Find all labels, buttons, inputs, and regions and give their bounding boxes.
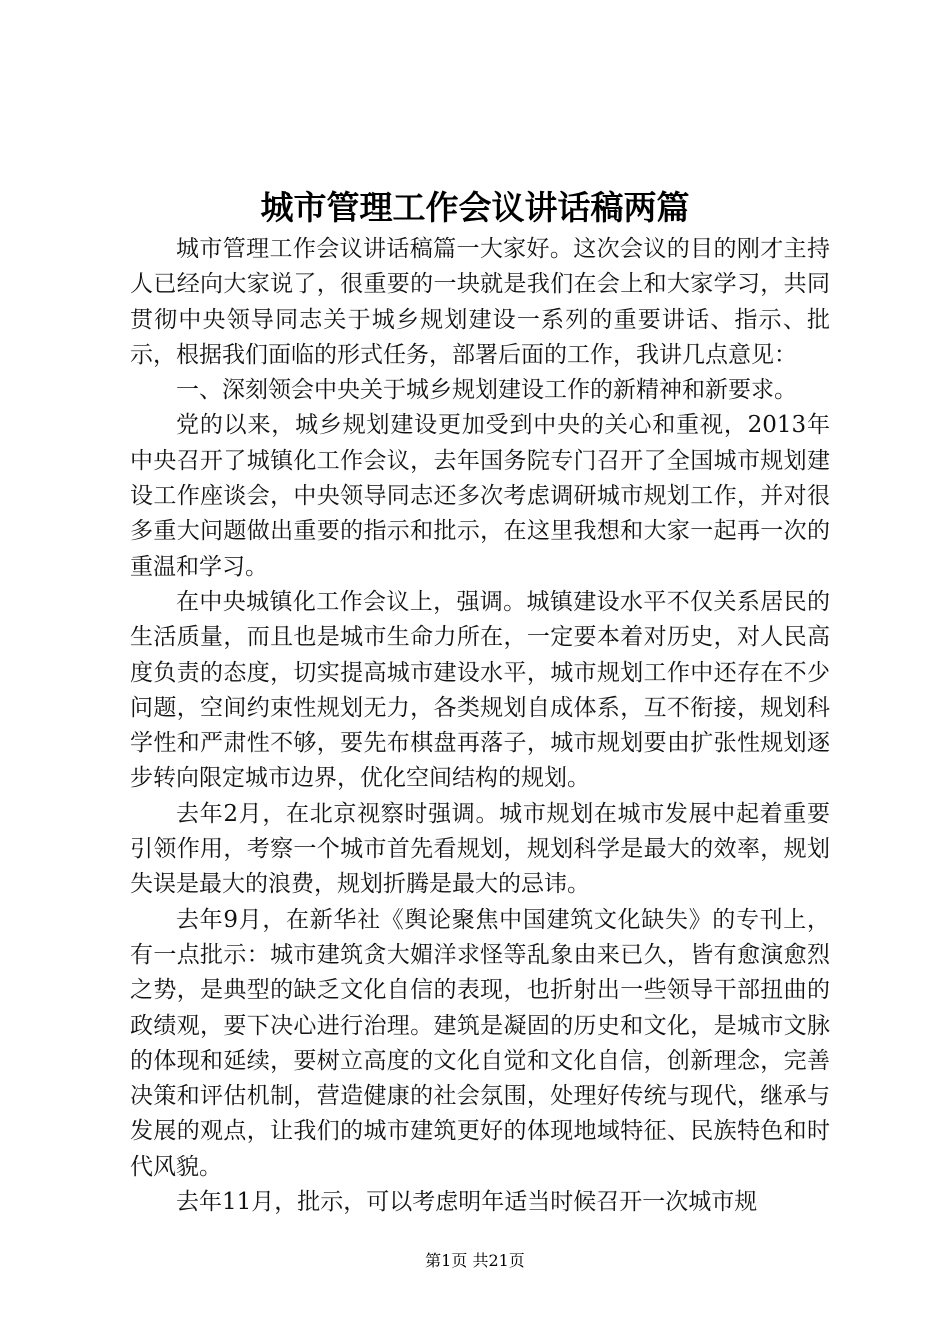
paragraph: 去年2月，在北京视察时强调。城市规划在城市发展中起着重要引领作用，考察一个城市首先看规划，规划科学是最大的效率，规划失误是最大的浪费，规划折腾是最大的忌讳。 bbox=[130, 800, 830, 898]
document-body bbox=[130, 232, 830, 1220]
paragraph: 一、深刻领会中央关于城乡规划建设工作的新精神和新要求。 bbox=[176, 377, 797, 404]
paragraph: 党的以来，城乡规划建设更加受到中央的关心和重视，2013年中央召开了城镇化工作会议，去年国务院专门召开了全国城市规划建设工作座谈会，中央领导同志还多次考虑调研城市规划工作，并对很多重大问题做出重要的指示和批示，在这里我想和大家一起再一次的重温和学习。 bbox=[130, 412, 830, 580]
paragraph: 在中央城镇化工作会议上，强调。城镇建设水平不仅关系居民的生活质量，而且也是城市生命力所在，一定要本着对历史，对人民高度负责的态度，切实提高城市建设水平，城市规划工作中还存在不少问题，空间约束性规划无力，各类规划自成体系，互不衔接，规划科学性和严肃性不够，要先布棋盘再落子，城市规划要由扩张性规划逐步转向限定城市边界，优化空间结构的规划。 bbox=[130, 588, 830, 792]
paragraph: 城市管理工作会议讲话稿篇一大家好。这次会议的目的刚才主持人已经向大家说了，很重要的一块就是我们在会上和大家学习，共同贯彻中央领导同志关于城乡规划建设一系列的重要讲话、指示、批示，根据我们面临的形式任务，部署后面的工作，我讲几点意见： bbox=[130, 236, 830, 368]
paragraph: 去年11月，批示，可以考虑明年适当时候召开一次城市规 bbox=[176, 1189, 758, 1216]
paragraph: 去年9月，在新华社《舆论聚焦中国建筑文化缺失》的专刊上，有一点批示：城市建筑贪大媚洋求怪等乱象由来已久，皆有愈演愈烈之势，是典型的缺乏文化自信的表现，也折射出一些领导干部扭曲的政绩观，要下决心进行治理。建筑是凝固的历史和文化，是城市文脉的体现和延续，要树立高度的文化自觉和文化自信，创新理念，完善决策和评估机制，营造健康的社会氛围，处理好传统与现代，继承与发展的观点，让我们的城市建筑更好的体现地域特征、民族特色和时代风貌。 bbox=[130, 906, 830, 1180]
document-title: 城市管理工作会议讲话稿两篇 bbox=[260, 188, 690, 227]
page-number-footer: 第1页 共21页 bbox=[425, 1251, 525, 1270]
